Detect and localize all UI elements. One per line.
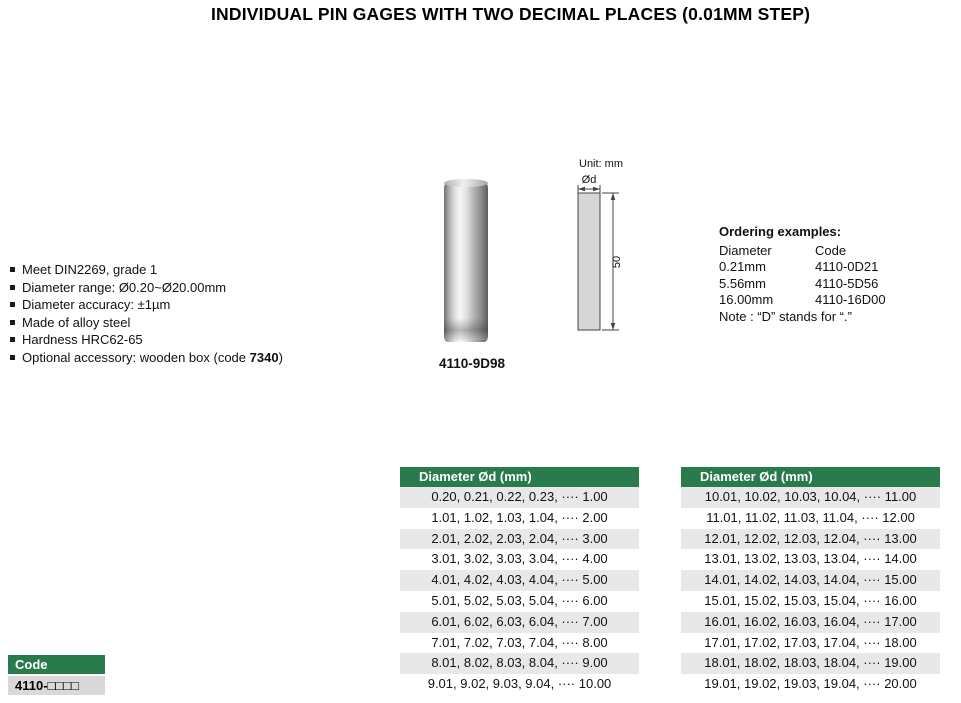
- bullet-square-icon: [10, 302, 15, 307]
- feature-text: Made of alloy steel: [22, 314, 131, 330]
- table-header: Diameter Ød (mm): [400, 467, 639, 487]
- feature-item: [8, 296, 283, 314]
- ordering-code-value: 4110-16D00: [815, 292, 886, 308]
- table-row: 19.01, 19.02, 19.03, 19.04, ···· 20.00: [681, 674, 940, 695]
- code-box: [8, 655, 105, 695]
- pin-gage-image: [444, 182, 488, 342]
- code-box-value: 4110-□□□□: [8, 676, 105, 695]
- table-row: 5.01, 5.02, 5.03, 5.04, ···· 6.00: [400, 591, 639, 612]
- table-row: 2.01, 2.02, 2.03, 2.04, ···· 3.00: [400, 529, 639, 550]
- bullet-square-icon: [10, 267, 15, 272]
- table-row: 12.01, 12.02, 12.03, 12.04, ···· 13.00: [681, 529, 940, 550]
- feature-item: [8, 279, 283, 297]
- unit-label: Unit: mm: [579, 158, 623, 170]
- ordering-col-diameter: Diameter: [719, 243, 772, 258]
- dim-arrow: [578, 187, 585, 192]
- ordering-note: Note : “D” stands for “.”: [719, 308, 852, 324]
- bullet-square-icon: [10, 337, 15, 342]
- ordering-code-value: 4110-0D21: [815, 259, 879, 275]
- table-header: Diameter Ød (mm): [681, 467, 940, 487]
- dim-arrow: [593, 187, 600, 192]
- diameter-dim-label: Ød: [581, 174, 597, 186]
- drawing-pin-rect: [578, 193, 600, 330]
- feature-text: Diameter range: Ø0.20~Ø20.00mm: [22, 279, 227, 295]
- product-model-label: 4110-9D98: [438, 356, 506, 371]
- ordering-col-code: Code: [815, 243, 847, 258]
- diameter-table-2: [681, 467, 940, 695]
- feature-optional-code: 7340: [249, 349, 279, 365]
- bullet-square-icon: [10, 285, 15, 290]
- feature-optional-prefix: Optional accessory: wooden box (code: [22, 349, 250, 365]
- table-row: 15.01, 15.02, 15.03, 15.04, ···· 16.00: [681, 591, 940, 612]
- ordering-diameter-value: 16.00mm: [719, 292, 774, 308]
- page-title: INDIVIDUAL PIN GAGES WITH TWO DECIMAL PLACES (0.01MM STEP): [211, 4, 811, 24]
- table-row: 10.01, 10.02, 10.03, 10.04, ···· 11.00: [681, 487, 940, 508]
- table-row: 7.01, 7.02, 7.03, 7.04, ···· 8.00: [400, 633, 639, 654]
- table-row: 14.01, 14.02, 14.03, 14.04, ···· 15.00: [681, 570, 940, 591]
- feature-text: Diameter accuracy: ±1µm: [22, 297, 171, 313]
- ordering-diameter-value: 0.21mm: [719, 259, 766, 275]
- feature-item: [8, 349, 283, 367]
- table-row: 1.01, 1.02, 1.03, 1.04, ···· 2.00: [400, 508, 639, 529]
- feature-item: [8, 331, 283, 349]
- features-list: [8, 261, 283, 367]
- dim-arrow: [611, 193, 616, 200]
- ordering-examples: [719, 224, 951, 325]
- table-row: 17.01, 17.02, 17.03, 17.04, ···· 18.00: [681, 633, 940, 654]
- table-row: 3.01, 3.02, 3.03, 3.04, ···· 4.00: [400, 549, 639, 570]
- table-row: 8.01, 8.02, 8.03, 8.04, ···· 9.00: [400, 653, 639, 674]
- ordering-code-value: 4110-5D56: [815, 275, 879, 291]
- bullet-square-icon: [10, 355, 15, 360]
- ordering-diameter-value: 5.56mm: [719, 275, 766, 291]
- table-row: 6.01, 6.02, 6.03, 6.04, ···· 7.00: [400, 612, 639, 633]
- feature-text: [22, 349, 283, 367]
- table-row: 16.01, 16.02, 16.03, 16.04, ···· 17.00: [681, 612, 940, 633]
- feature-item: [8, 261, 283, 279]
- code-box-header: Code: [8, 655, 105, 674]
- table-row: 13.01, 13.02, 13.03, 13.04, ···· 14.00: [681, 549, 940, 570]
- diameter-table-1: [400, 467, 639, 695]
- table-row: 4.01, 4.02, 4.03, 4.04, ···· 5.00: [400, 570, 639, 591]
- technical-drawing: [556, 156, 648, 340]
- dim-arrow: [611, 323, 616, 330]
- ordering-heading: Ordering examples:: [719, 224, 842, 239]
- length-dim-label: 50: [611, 255, 623, 269]
- feature-item: [8, 314, 283, 332]
- feature-text: Meet DIN2269, grade 1: [22, 262, 158, 277]
- bullet-square-icon: [10, 320, 15, 325]
- feature-optional-suffix: ): [278, 349, 283, 365]
- feature-text: Hardness HRC62-65: [22, 332, 143, 348]
- table-row: 9.01, 9.02, 9.03, 9.04, ···· 10.00: [400, 674, 639, 695]
- table-row: 18.01, 18.02, 18.03, 18.04, ···· 19.00: [681, 653, 940, 674]
- table-row: 11.01, 11.02, 11.03, 11.04, ···· 12.00: [681, 508, 940, 529]
- ordering-grid: [719, 243, 951, 309]
- table-row: 0.20, 0.21, 0.22, 0.23, ···· 1.00: [400, 487, 639, 508]
